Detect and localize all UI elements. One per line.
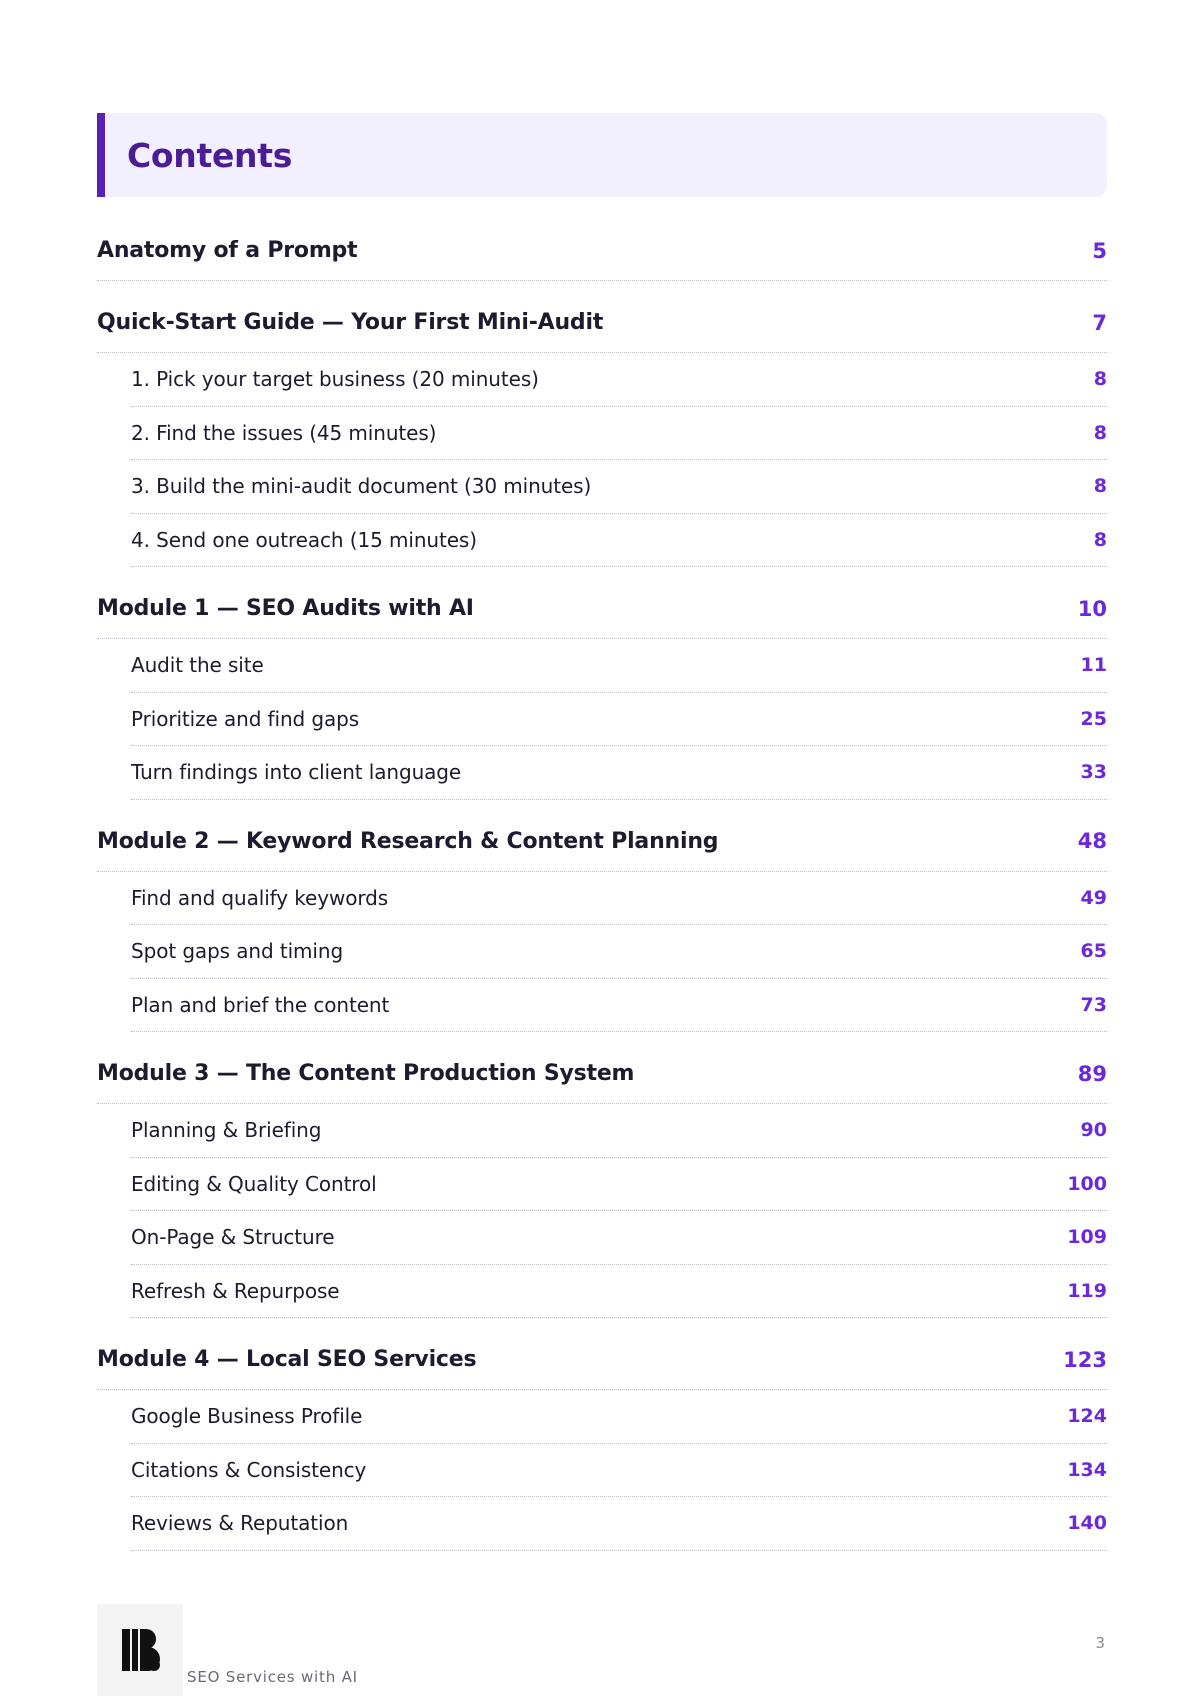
toc-subsection-title: Reviews & Reputation <box>131 1511 349 1536</box>
toc-section-page: 10 <box>1077 596 1107 621</box>
toc-section-title: Module 2 — Keyword Research & Content Planning <box>97 828 719 854</box>
toc-subsection-title: Planning & Briefing <box>131 1118 322 1143</box>
toc-subsection-title: Citations & Consistency <box>131 1457 367 1482</box>
toc-subsection[interactable] <box>131 1211 1107 1265</box>
toc-subsection-title: Audit the site <box>131 653 264 678</box>
toc-subsection-title: 1. Pick your target business (20 minutes) <box>131 367 539 392</box>
toc-subsection-page: 25 <box>1080 707 1107 730</box>
toc-subsection[interactable] <box>131 1444 1107 1498</box>
toc-subsection-page: 8 <box>1093 528 1107 551</box>
toc-section[interactable] <box>97 1044 1107 1104</box>
toc-subsection[interactable] <box>131 1390 1107 1444</box>
toc-section[interactable] <box>97 579 1107 639</box>
toc-subsection[interactable] <box>131 460 1107 514</box>
toc-subsection[interactable] <box>131 514 1107 568</box>
toc-subsection-page: 8 <box>1093 475 1107 498</box>
toc-subsection-title: Find and qualify keywords <box>131 885 389 910</box>
toc-subsection[interactable] <box>131 639 1107 693</box>
toc-subsection[interactable] <box>131 1265 1107 1319</box>
toc-page <box>97 113 1107 1551</box>
toc-subsection-page: 140 <box>1067 1512 1107 1535</box>
toc-subsection-title: Google Business Profile <box>131 1404 363 1429</box>
toc-subsection-title: Spot gaps and timing <box>131 939 344 964</box>
toc-subsection-page: 11 <box>1080 654 1107 677</box>
toc-subsection-page: 8 <box>1093 421 1107 444</box>
toc-section-title: Module 3 — The Content Production System <box>97 1061 635 1086</box>
toc-subsection[interactable] <box>131 353 1107 407</box>
footer-logo <box>97 1604 183 1696</box>
toc-subsection-title: Plan and brief the content <box>131 992 390 1017</box>
toc-subsection-page: 90 <box>1080 1119 1107 1142</box>
toc-subsection-page: 119 <box>1067 1279 1107 1302</box>
toc-subsection-title: Prioritize and find gaps <box>131 706 360 731</box>
toc-section-title: Anatomy of a Prompt <box>97 238 358 263</box>
toc-subsection-page: 109 <box>1067 1226 1107 1249</box>
toc-subsection-page: 65 <box>1080 940 1107 963</box>
toc-subsection-title: On-Page & Structure <box>131 1225 335 1250</box>
toc-subsection[interactable] <box>131 872 1107 926</box>
toc-section-page: 123 <box>1063 1347 1107 1372</box>
toc-subsection-page: 100 <box>1067 1172 1107 1195</box>
toc-subsection-title: 3. Build the mini-audit document (30 minutes) <box>131 474 592 499</box>
toc-section-title: Module 4 — Local SEO Services <box>97 1347 477 1372</box>
toc-section[interactable] <box>97 1330 1107 1390</box>
toc-subsection[interactable] <box>131 693 1107 747</box>
page-title: Contents <box>127 135 293 175</box>
toc-section[interactable] <box>97 293 1107 353</box>
page-number: 3 <box>1095 1634 1105 1652</box>
toc-subsection[interactable] <box>131 1104 1107 1158</box>
toc-subsection-title: 2. Find the issues (45 minutes) <box>131 420 437 445</box>
toc-section-page: 5 <box>1092 238 1107 263</box>
toc-subsection[interactable] <box>131 746 1107 800</box>
toc-section-title: Module 1 — SEO Audits with AI <box>97 596 474 621</box>
toc-subsection-title: 4. Send one outreach (15 minutes) <box>131 527 477 552</box>
toc-subsection-page: 8 <box>1093 368 1107 391</box>
toc-section-page: 48 <box>1077 829 1107 853</box>
toc-subsection-title: Refresh & Repurpose <box>131 1278 340 1303</box>
toc-section-page: 7 <box>1092 310 1107 335</box>
toc-subsection[interactable] <box>131 925 1107 979</box>
footer-brand: SEO Services with AI <box>187 1668 358 1686</box>
toc-subsection-page: 124 <box>1067 1405 1107 1428</box>
toc-subsection-page: 49 <box>1080 886 1107 909</box>
toc-section[interactable] <box>97 812 1107 872</box>
toc-subsection[interactable] <box>131 407 1107 461</box>
toc-subsection[interactable] <box>131 1158 1107 1212</box>
toc-section[interactable] <box>97 221 1107 281</box>
toc-subsection[interactable] <box>131 1497 1107 1551</box>
toc-subsection-page: 73 <box>1080 993 1107 1016</box>
toc-subsection-title: Turn findings into client language <box>131 760 462 785</box>
toc-subsection-title: Editing & Quality Control <box>131 1171 377 1196</box>
toc-subsection[interactable] <box>131 979 1107 1033</box>
toc-subsection-page: 33 <box>1080 761 1107 784</box>
contents-header <box>97 113 1107 197</box>
toc-section-page: 89 <box>1077 1061 1107 1086</box>
brand-logo-icon <box>120 1627 160 1673</box>
toc-subsection-page: 134 <box>1067 1458 1107 1481</box>
toc-section-title: Quick-Start Guide — Your First Mini-Audit <box>97 310 604 335</box>
table-of-contents <box>97 221 1107 1551</box>
